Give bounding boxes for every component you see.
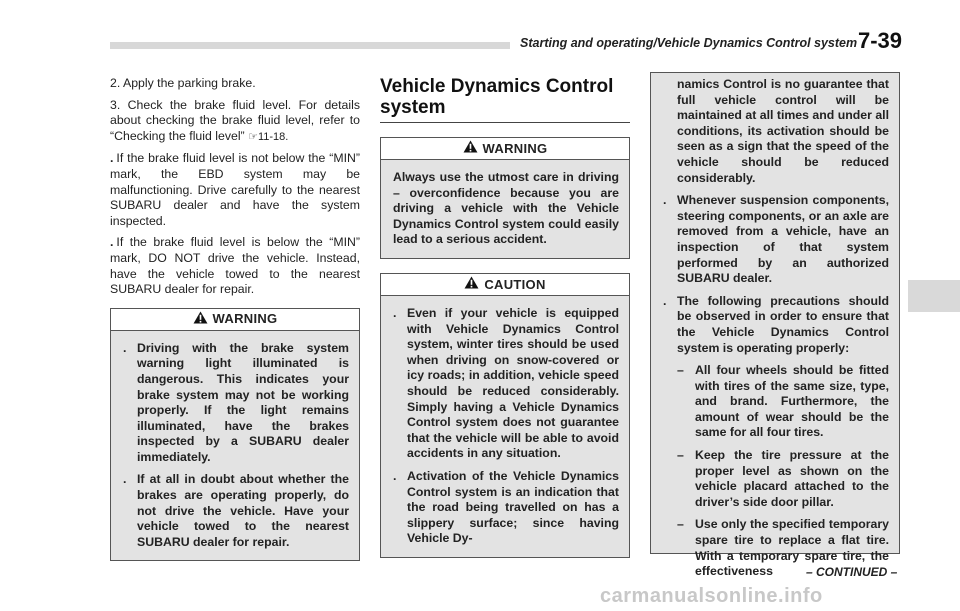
- page-reference: ☞11-18.: [248, 130, 289, 143]
- step-2: 2. Apply the parking brake.: [110, 76, 256, 90]
- caution-box: [380, 273, 630, 558]
- step-3: 3. Check the brake fluid level. For details about checking the brake fluid level, refer to “Checking the fluid level” ☞11-18.: [110, 97, 360, 143]
- header-rule: [110, 42, 510, 49]
- caution-continuation: namics Control is no guarantee that full vehicle control will be maintained at all times and under all conditions, its activation should be seen as a sign that the speed of the vehicle should be reduced considerably.: [677, 77, 889, 185]
- list-item: . The following precautions should be observed in order to ensure that the Vehicle Dynamics Control system is operating properly:: [663, 293, 889, 355]
- sub-list-item: – Use only the specified temporary spare tire to replace a flat tire. With a temporary spare tire, the effectiveness: [677, 517, 889, 579]
- warning-header: WARNING: [111, 309, 359, 331]
- list-item: . If the brake fluid level is not below the “MIN” mark, the EBD system may be malfunctioning. Drive carefully to the nearest SUBARU dealer and have the system inspected.: [110, 151, 360, 228]
- warning-body: Always use the utmost care in driving – overconfidence because you are driving a vehicle with the Vehicle Dynamics Control system could easily lead to a serious accident.: [381, 160, 629, 258]
- list-item: . Activation of the Vehicle Dynamics Control system is an indication that the road being travelled on has a slippery surface; since having Vehicle Dy-: [393, 468, 619, 546]
- page-number: 7-39: [858, 28, 903, 53]
- section-title: Vehicle Dynamics Control system: [380, 76, 630, 123]
- left-column: [110, 76, 360, 561]
- caution-header: CAUTION: [381, 274, 629, 296]
- middle-column: [380, 76, 630, 558]
- warning-icon: [463, 140, 478, 153]
- warning-header: WARNING: [381, 138, 629, 160]
- caution-icon: [464, 276, 479, 289]
- chapter-tab: [908, 280, 960, 312]
- list-item: . If the brake fluid level is below the “MIN” mark, DO NOT drive the vehicle. Instead, have the vehicle towed to the nearest SUBARU dealer for repair.: [110, 235, 360, 297]
- list-item: . Even if your vehicle is equipped with Vehicle Dynamics Control system, winter tires should be used when driving on snow-covered or icy roads; in addition, vehicle speed should be reduced considerably. Simply having a Vehicle Dynamics Control system does not guarantee that the vehicle will be able to avoid accidents in any situation.: [393, 305, 619, 461]
- sub-list-item: – All four wheels should be fitted with tires of the same size, type, and brand. Furthermore, the amount of wear should be the same for all four tires.: [677, 363, 889, 440]
- warning-box: [380, 137, 630, 259]
- caution-body: [381, 296, 629, 557]
- warning-body: [111, 331, 359, 561]
- warning-box: [110, 308, 360, 562]
- list-item: . If at all in doubt about whether the brakes are operating properly, do not drive the vehicle. Have your vehicle towed to the nearest SUBARU dealer for repair.: [123, 472, 349, 549]
- header-title: Starting and operating/Vehicle Dynamics Control system: [520, 36, 858, 50]
- continued-label: – CONTINUED –: [806, 565, 898, 579]
- list-item: . Whenever suspension components, steering components, or an axle are removed from a vehicle, have an inspection of that system performed by an authorized SUBARU dealer.: [663, 193, 889, 286]
- list-item: . Driving with the brake system warning light illuminated is dangerous. This indicates your brake system may not be working properly. If the light remains illuminated, have the brakes inspected by a SUBARU dealer immediately.: [123, 340, 349, 464]
- sub-list-item: – Keep the tire pressure at the proper level as shown on the vehicle placard attached to the driver’s side door pillar.: [677, 448, 889, 509]
- watermark: carmanualsonline.info: [600, 585, 823, 607]
- warning-icon: [193, 311, 208, 324]
